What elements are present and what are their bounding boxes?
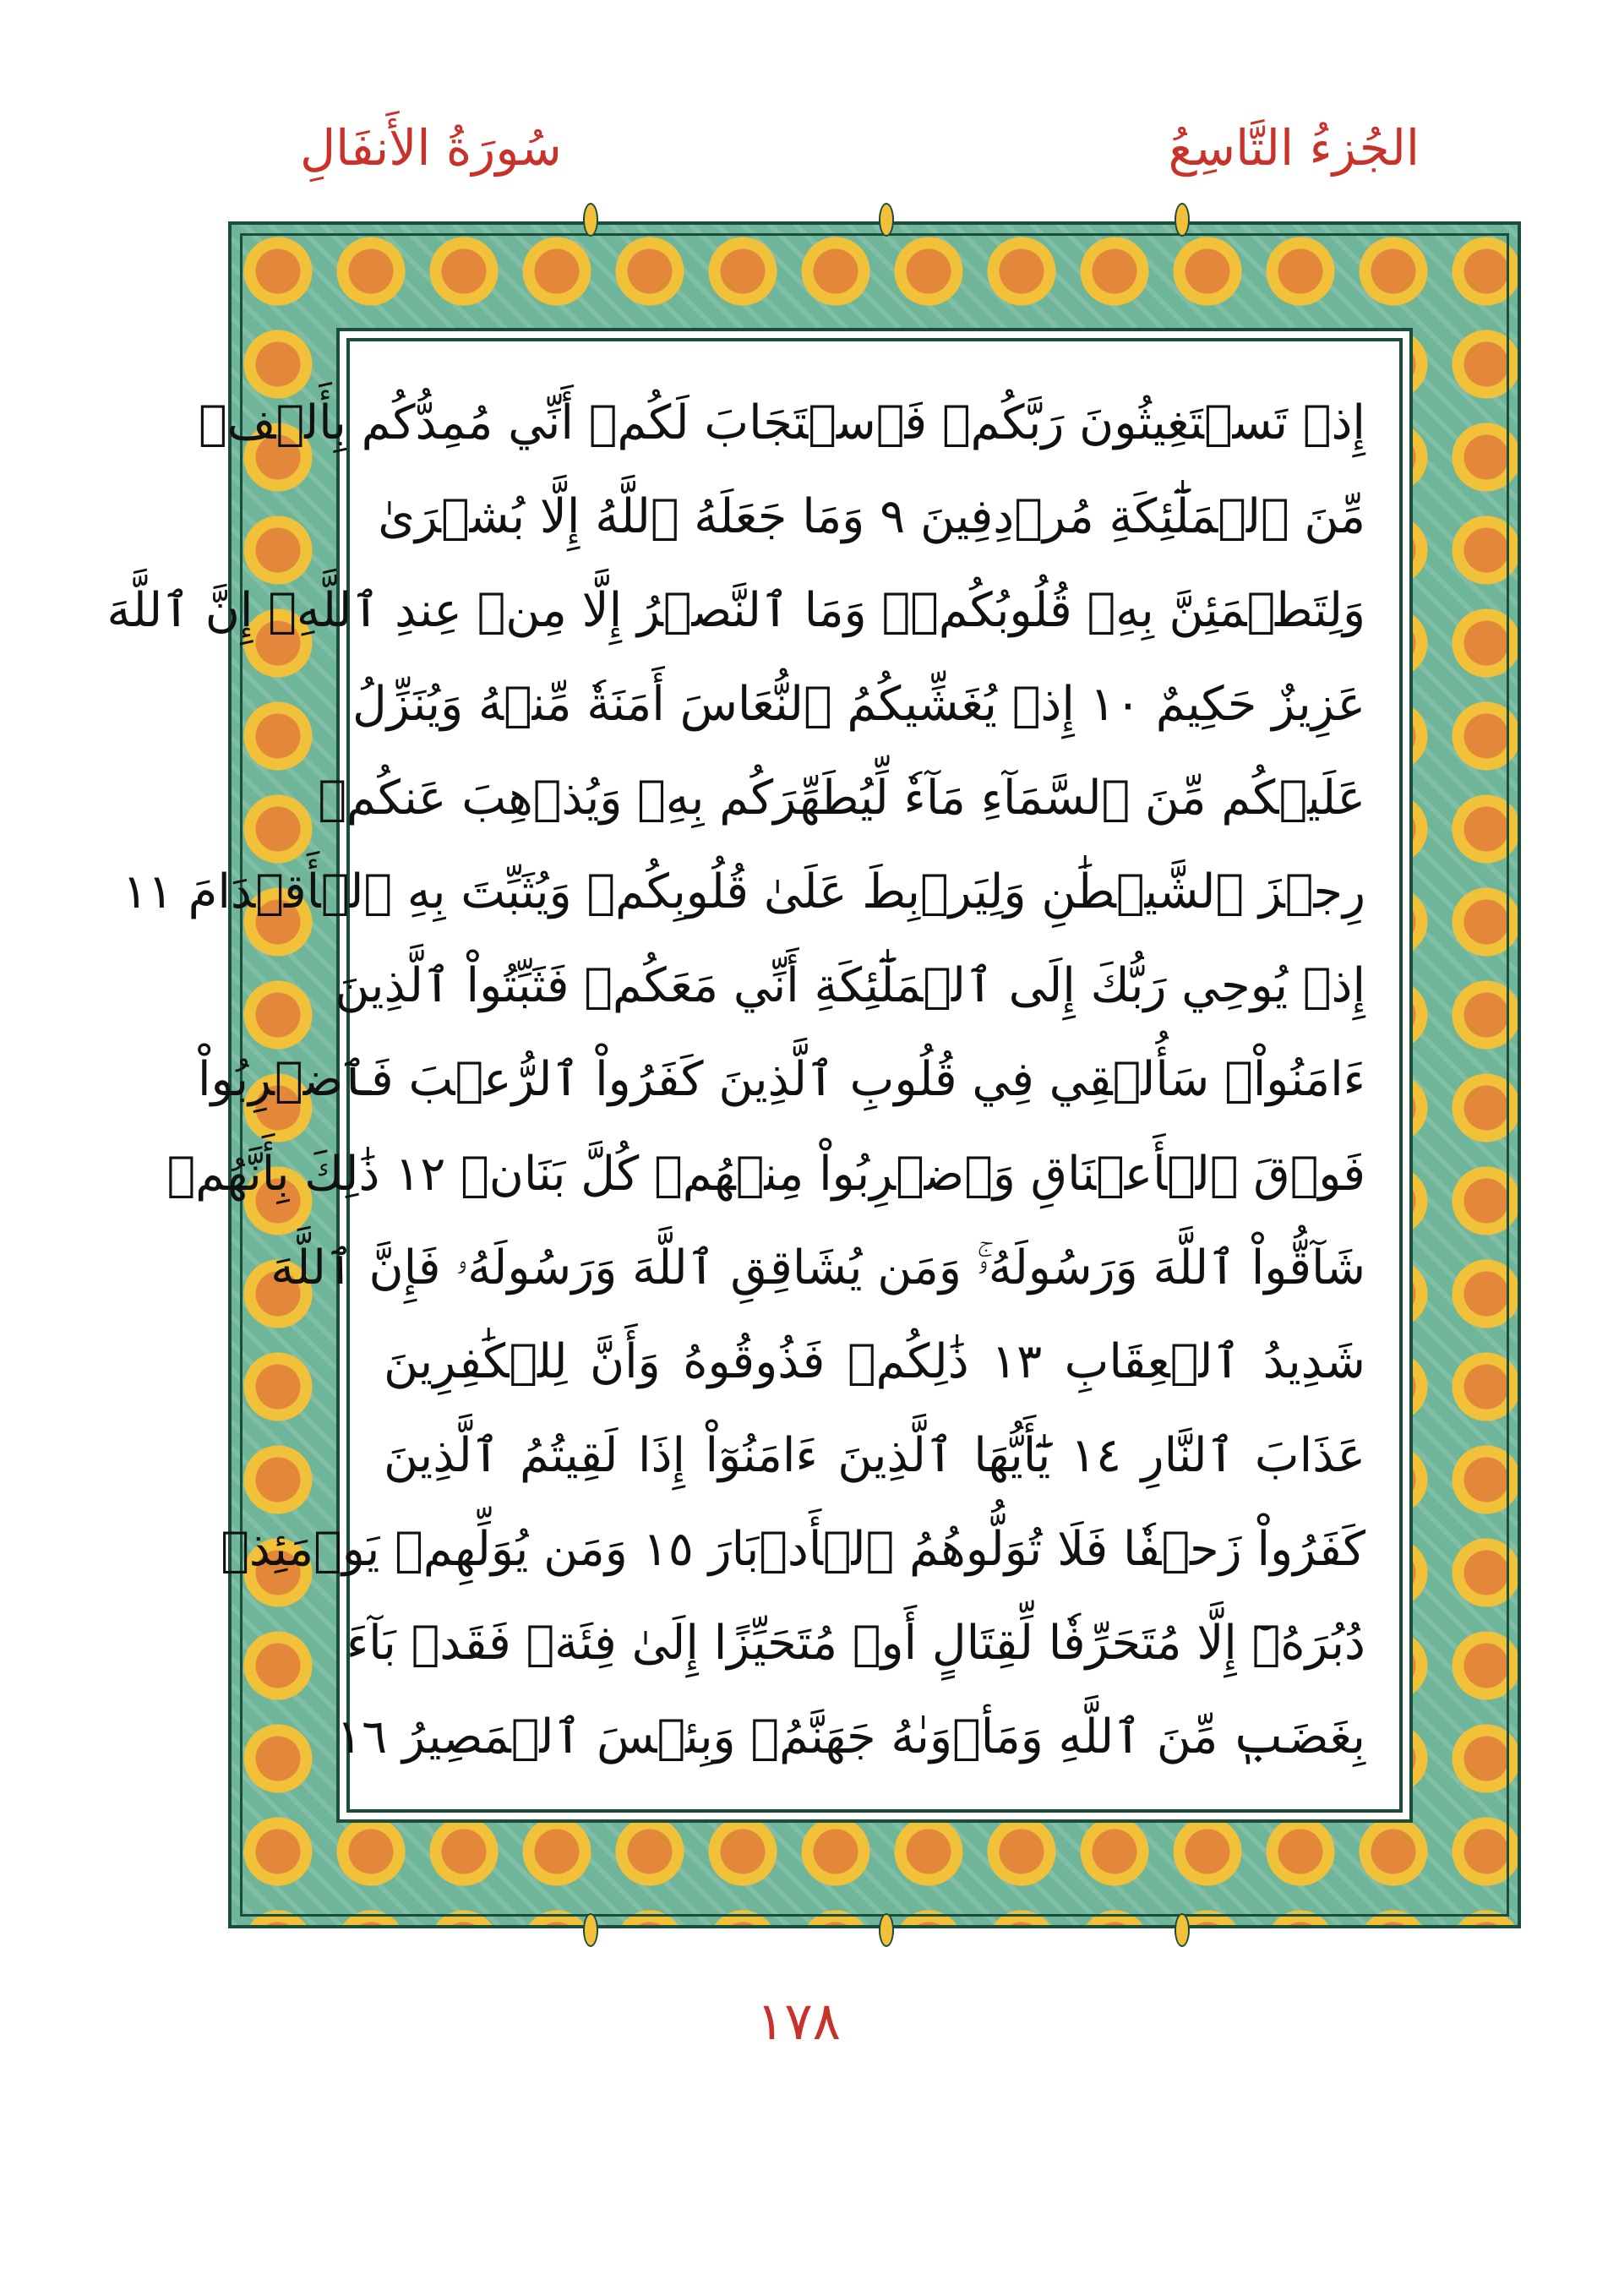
verse-line: شَآقُّواْ ٱللَّهَ وَرَسُولَهُۥۚ وَمَن يُشَاقِقِ ٱللَّهَ وَرَسُولَهُۥ فَإِنَّ ٱللَّهَ — [270, 1240, 1365, 1295]
verse-line: فَوۡقَ ٱلۡأَعۡنَاقِ وَٱضۡرِبُواْ مِنۡهُمۡ كُلَّ بَنَانٖ ١٢ ذَٰلِكَ بِأَنَّهُمۡ — [166, 1146, 1365, 1202]
page-number: ١٧٨ — [756, 1990, 841, 2052]
verse-line: إِذۡ تَسۡتَغِيثُونَ رَبَّكُمۡ فَٱسۡتَجَابَ لَكُمۡ أَنِّي مُمِدُّكُم بِأَلۡفٖ — [198, 395, 1365, 450]
verse-line: رِجۡزَ ٱلشَّيۡطَٰنِ وَلِيَرۡبِطَ عَلَىٰ قُلُوبِكُمۡ وَيُثَبِّتَ بِهِ ٱلۡأَقۡدَامَ ١١ — [122, 864, 1365, 920]
surah-name: سُورَةُ الأَنفَالِ — [300, 119, 562, 177]
verse-line: عَذَابَ ٱلنَّارِ ١٤ يَٰٓأَيُّهَا ٱلَّذِينَ ءَامَنُوٓاْ إِذَا لَقِيتُمُ ٱلَّذِينَ — [384, 1427, 1365, 1483]
finial-ornament-icon — [1175, 1913, 1190, 1947]
finial-ornament-icon — [879, 203, 894, 237]
verse-line: عَزِيزٌ حَكِيمٌ ١٠ إِذۡ يُغَشِّيكُمُ ٱلنُّعَاسَ أَمَنَةٗ مِّنۡهُ وَيُنَزِّلُ — [352, 677, 1365, 733]
verse-line: دُبُرَهُۥٓ إِلَّا مُتَحَرِّفٗا لِّقِتَالٍ أَوۡ مُتَحَيِّزًا إِلَىٰ فِئَةٖ فَقَدۡ بَآءَ — [346, 1615, 1365, 1671]
verse-lines — [106, 377, 1365, 1784]
finial-ornament-icon — [583, 203, 598, 237]
verse-line: كَفَرُواْ زَحۡفٗا فَلَا تُوَلُّوهُمُ ٱلۡأَدۡبَارَ ١٥ وَمَن يُوَلِّهِمۡ يَوۡمَئِذٖ — [221, 1521, 1365, 1577]
finial-ornament-icon — [879, 1913, 894, 1947]
finial-ornament-icon — [583, 1913, 598, 1947]
verse-line: عَلَيۡكُم مِّنَ ٱلسَّمَآءِ مَآءٗ لِّيُطَهِّرَكُم بِهِۦ وَيُذۡهِبَ عَنكُمۡ — [318, 771, 1365, 826]
verse-line: مِّنَ ٱلۡمَلَٰٓئِكَةِ مُرۡدِفِينَ ٩ وَمَا جَعَلَهُ ٱللَّهُ إِلَّا بُشۡرَىٰ — [378, 489, 1365, 545]
verse-line: وَلِتَطۡمَئِنَّ بِهِۦ قُلُوبُكُمۡۚ وَمَا ٱلنَّصۡرُ إِلَّا مِنۡ عِندِ ٱللَّهِۚ إِنَّ ٱللَّهَ — [106, 583, 1365, 639]
text-panel — [106, 338, 1403, 1813]
juz-name: الجُزءُ التَّاسِعُ — [1168, 119, 1420, 177]
finial-ornament-icon — [1175, 203, 1190, 237]
verse-line: بِغَضَبٖ مِّنَ ٱللَّهِ وَمَأۡوَىٰهُ جَهَنَّمُۖ وَبِئۡسَ ٱلۡمَصِيرُ ١٦ — [336, 1709, 1365, 1764]
verse-line: شَدِيدُ ٱلۡعِقَابِ ١٣ ذَٰلِكُمۡ فَذُوقُوهُ وَأَنَّ لِلۡكَٰفِرِينَ — [384, 1333, 1365, 1389]
verse-line: ءَامَنُواْۚ سَأُلۡقِي فِي قُلُوبِ ٱلَّذِينَ كَفَرُواْ ٱلرُّعۡبَ فَٱضۡرِبُواْ — [197, 1052, 1365, 1108]
verse-line: إِذۡ يُوحِي رَبُّكَ إِلَى ٱلۡمَلَٰٓئِكَةِ أَنِّي مَعَكُمۡ فَثَبِّتُواْ ٱلَّذِينَ — [335, 958, 1365, 1014]
